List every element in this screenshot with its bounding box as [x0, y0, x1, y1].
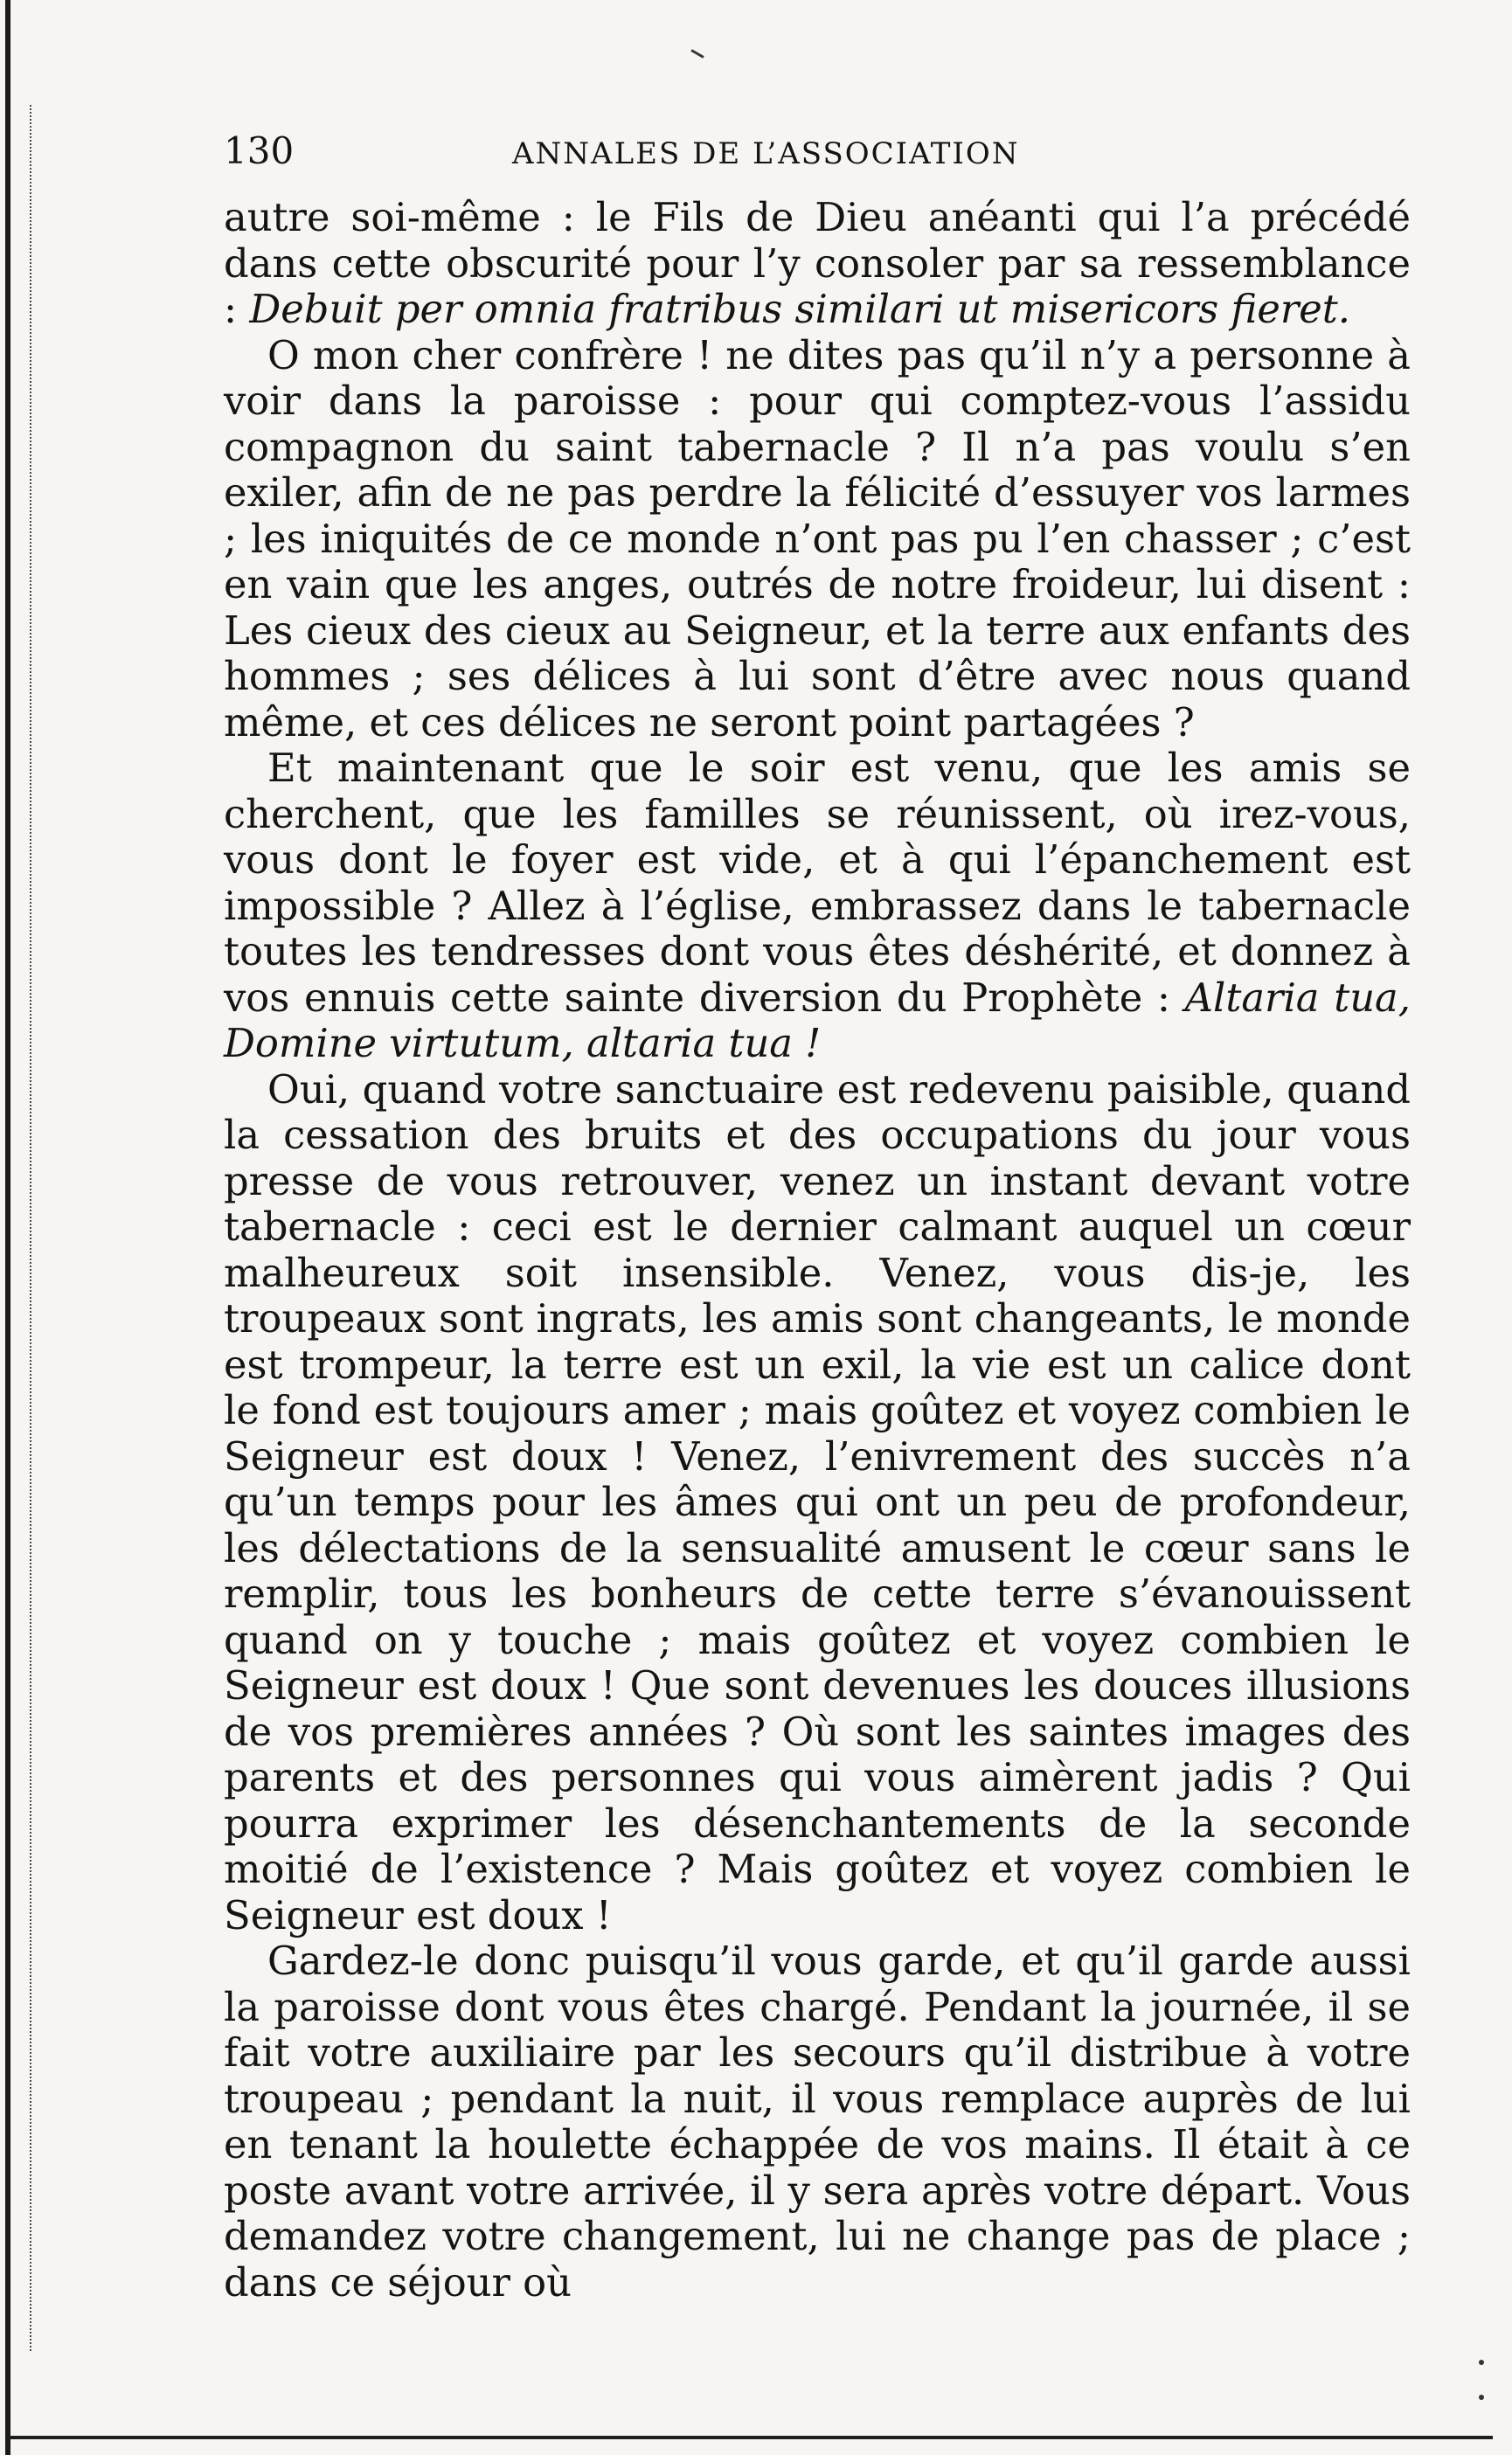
- paragraph-text: O mon cher confrère ! ne dites pas qu’il n’y a personne à voir dans la paroisse : pour qui comptez-vous l’assidu compagnon du saint tabernacle ? Il n’a pas voulu s’en exiler, afin de ne pas perdre la félicité d’essuyer vos larmes ; les iniquités de ce monde n’ont pas pu l’en chasser ; c’est en vain que les anges, outrés de notre froideur, lui disent : Les cieux des cieux au Seigneur, et la terre aux enfants des hommes ; ses délices à lui sont d’être avec nous quand même, et ces délices ne seront point partagées ?: [224, 331, 1411, 746]
- paragraph-text: Oui, quand votre sanctuaire est redevenu paisible, quand la cessation des bruits et des occupations du jour vous presse de vous retrouver, venez un instant devant votre tabernacle : ceci est le dernier calmant auquel un cœur malheureux soit insensible. Venez, vous dis-je, les troupeaux sont ingrats, les amis sont changeants, le monde est trompeur, la terre est un exil, la vie est un calice dont le fond est toujours amer ; mais goûtez et voyez combien le Seigneur est doux ! Venez, l’enivrement des succès n’a qu’un temps pour les âmes qui ont un peu de profondeur, les délectations de la sensualité amusent le cœur sans le remplir, tous les bonheurs de cette terre s’évanouissent quand on y touche ; mais goûtez et voyez combien le Seigneur est doux ! Que sont devenues les douces illusions de vos premières années ? Où sont les saintes images des parents et des personnes qui vous aimèrent jadis ? Qui pourra exprimer les désenchantements de la seconde moitié de l’existence ? Mais goûtez et voyez combien le Seigneur est doux !: [224, 1065, 1411, 1938]
- paragraph: [224, 1067, 1411, 1939]
- stray-mark: [690, 49, 704, 59]
- scan-left-margin-dots: [30, 105, 33, 2351]
- page-header: [224, 129, 1411, 172]
- scan-bottom-edge: [7, 2436, 1493, 2439]
- paragraph: [224, 333, 1411, 746]
- paragraph: [224, 746, 1411, 1067]
- scan-left-edge: [5, 0, 10, 2455]
- running-head: ANNALES DE L’ASSOCIATION: [512, 136, 1020, 171]
- book-page: [224, 129, 1411, 2306]
- paragraph-text: Et maintenant que le soir est venu, que les amis se cherchent, que les familles se réunissent, où irez-vous, vous dont le foyer est vide, et à qui l’épanchement est impossible ? Allez à l’église, embrassez dans le tabernacle toutes les tendresses dont vous êtes déshérité, et donnez à vos ennuis cette sainte diversion du Prophète :: [224, 745, 1411, 1021]
- latin-quotation: Altaria tua, Domine virtutum, altaria tua !: [224, 974, 1411, 1066]
- stray-mark: [1479, 2360, 1484, 2365]
- paragraph-text: Gardez-le donc puisqu’il vous garde, et qu’il garde aussi la paroisse dont vous êtes chargé. Pendant la journée, il se fait votre auxiliaire par les secours qu’il distribue à votre troupeau ; pendant la nuit, il vous remplace auprès de lui en tenant la houlette échappée de vos mains. Il était à ce poste avant votre arrivée, il y sera après votre départ. Vous demandez votre changement, lui ne change pas de place ; dans ce séjour où: [224, 1938, 1411, 2306]
- paragraph: [224, 195, 1411, 333]
- stray-mark: [1479, 2395, 1484, 2400]
- paragraph-text: autre soi-même : le Fils de Dieu anéanti qui l’a précédé dans cette obscurité pour l’y consoler par sa ressemblance :: [224, 194, 1411, 332]
- page-number: 130: [224, 129, 295, 172]
- paragraph: [224, 1938, 1411, 2306]
- latin-quotation: Debuit per omnia fratribus similari ut misericors fieret.: [249, 286, 1351, 332]
